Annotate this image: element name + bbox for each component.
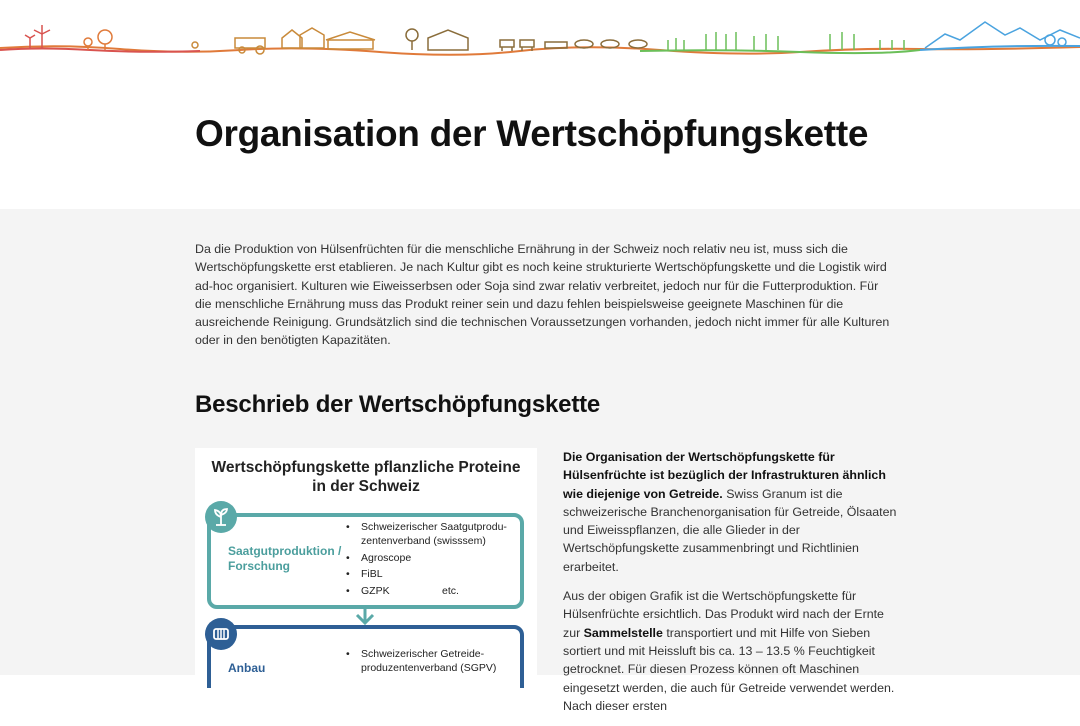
stage1-etc: etc.	[442, 585, 459, 597]
stage1-label: Saatgutproduktion / Forschung	[228, 544, 342, 573]
figure-title-line2: in der Schweiz	[312, 478, 420, 495]
side-paragraph-2-bold: Sammelstelle	[583, 625, 663, 640]
side-paragraph-1	[563, 448, 903, 576]
seedling-icon	[205, 501, 237, 533]
field-icon	[205, 618, 237, 650]
figure-title	[195, 458, 537, 496]
main-content	[0, 209, 1080, 713]
list-item: • FiBL	[346, 567, 531, 581]
stage1-list	[346, 520, 531, 600]
figure-title-line1: Wertschöpfungskette pflanzliche Proteine	[211, 459, 521, 476]
value-chain-figure	[195, 448, 537, 688]
side-paragraph-2-b: transportiert und mit Hilfe von Sieben sortiert und mit Heissluft bis ca. 13 – 13.5 % Feuchtigkeit getrocknet. Für diesen Prozess können oft Maschinen eingesetzt werden, die auch für Getreide verwendet werden. Nach dieser ersten	[563, 625, 895, 713]
section-heading: Beschrieb der Wertschöpfungskette	[195, 391, 601, 418]
arrow-down-icon	[345, 605, 385, 627]
list-item: • Agroscope	[346, 551, 531, 565]
list-item: • GZPK	[346, 584, 531, 598]
page-title: Organisation der Wertschöpfungskette	[195, 113, 869, 154]
side-paragraph-2	[563, 587, 903, 715]
stage2-label: Anbau	[228, 661, 266, 675]
side-paragraph-2-a: Aus der obigen Grafik ist die Wertschöpfungskette für Hülsenfrüchte ersichtlich. Das Produkt wird nach der Ernte zur	[563, 589, 884, 640]
list-item: • Schweizerischer Saatgutprodu-zentenverband (swisssem)	[346, 520, 531, 548]
side-text	[563, 448, 903, 726]
header-banner-illustration	[0, 0, 1080, 60]
side-paragraph-1-bold: Die Organisation der Wertschöpfungskette für Hülsenfrüchte ist bezüglich der Infrastrukturen ähnlich wie diejenige von Getreide.	[563, 450, 886, 501]
stage2-list	[346, 647, 531, 675]
intro-paragraph: Da die Produktion von Hülsenfrüchten für die menschliche Ernährung in der Schweiz noch relativ neu ist, muss sich die Wertschöpfungskette erst etablieren. Je nach Kultur gibt es noch keine strukturierte Wertschöpfungskette und die Logistik wird ad-hoc organisiert. Kulturen wie Eiweisserbsen oder Soja sind zwar relativ verbreitet, jedoch nur für die Futterproduktion. Für die menschliche Ernährung muss das Produkt reiner sein und dazu fehlen beispielsweise geeignete Maschinen für die ausreichende Reinigung. Grundsätzlich sind die technischen Voraussetzungen vorhanden, jedoch nicht immer für alle Kulturen oder in den benötigten Kapazitäten.	[195, 242, 890, 348]
list-item: • Schweizerischer Getreide-produzentenverband (SGPV)	[346, 647, 531, 675]
side-paragraph-1-rest: Swiss Granum ist die schweizerische Branchenorganisation für Getreide, Ölsaaten und Eiweisspflanzen, die alle Glieder in der Wertschöpfungskette zusammenbringt und Richtlinien erarbeitet.	[563, 486, 897, 574]
title-section	[0, 60, 1080, 209]
